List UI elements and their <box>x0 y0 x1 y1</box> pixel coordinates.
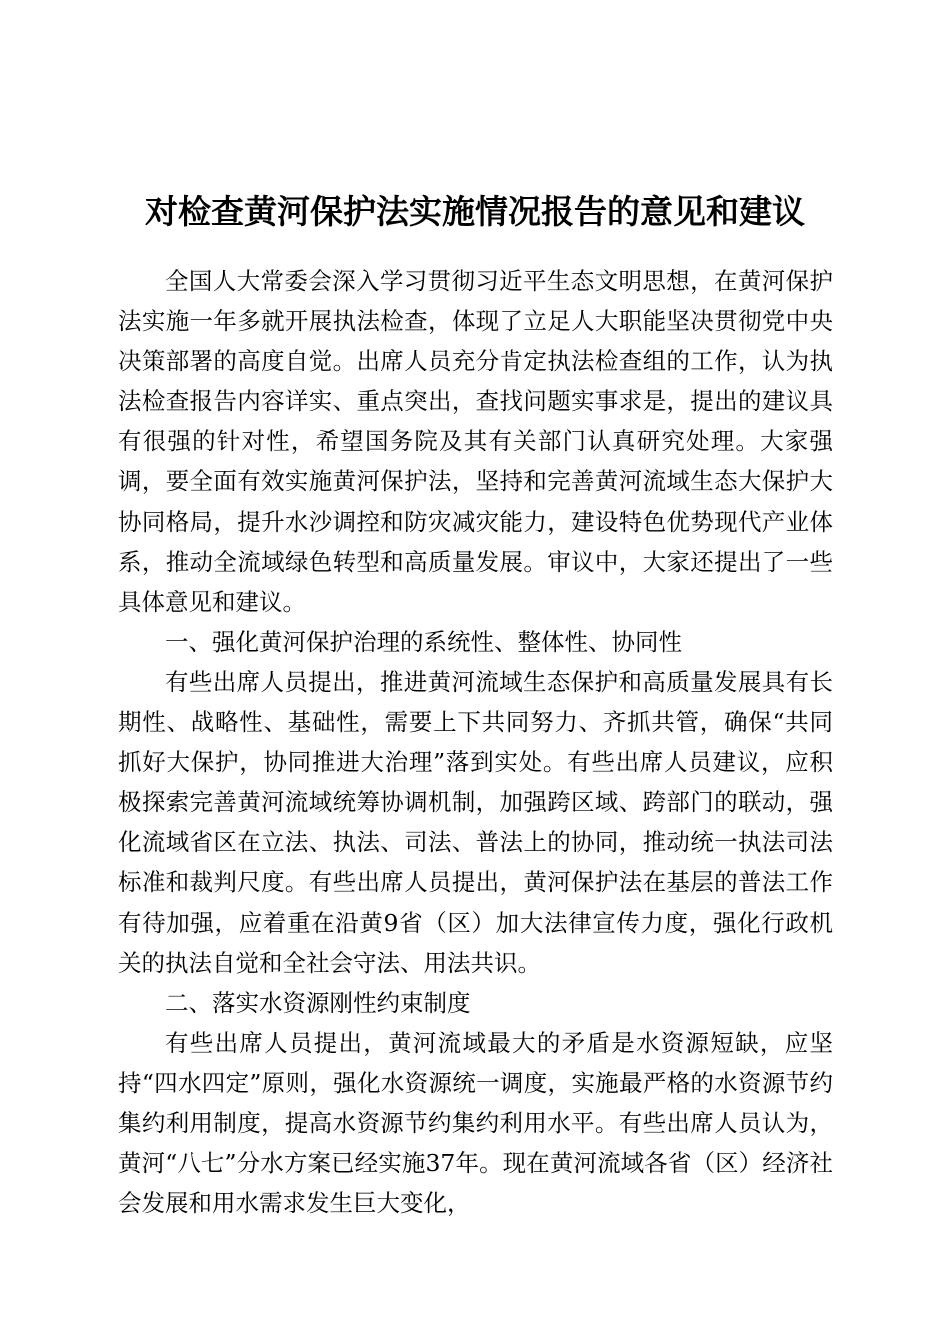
intro-paragraph: 全国人大常委会深入学习贯彻习近平生态文明思想，在黄河保护法实施一年多就开展执法检查，体现了立足人大职能坚决贯彻党中央决策部署的高度自觉。出席人员充分肯定执法检查组的工作，认为执法检查报告内容详实、重点突出，查找问题实事求是，提出的建议具有很强的针对性，希望国务院及其有关部门认真研究处理。大家强调，要全面有效实施黄河保护法，坚持和完善黄河流域生态大保护大协同格局，提升水沙调控和防灾减灾能力，建设特色优势现代产业体系，推动全流域绿色转型和高质量发展。审议中，大家还提出了一些具体意见和建议。 <box>118 267 833 616</box>
document-title: 对检查黄河保护法实施情况报告的意见和建议 <box>145 192 805 231</box>
document-body <box>118 261 833 1223</box>
section-1-paragraph: 有些出席人员提出，推进黄河流域生态保护和高质量发展具有长期性、战略性、基础性，需要上下共同努力、齐抓共管，确保“共同抓好大保护，协同推进大治理”落到实处。有些出席人员建议，应积极探索完善黄河流域统筹协调机制，加强跨区域、跨部门的联动，强化流域省区在立法、执法、司法、普法上的协同，推动统一执法司法标准和裁判尺度。有些出席人员提出，黄河保护法在基层的普法工作有待加强，应着重在沿黄9省（区）加大法律宣传力度，强化行政机关的执法自觉和全社会守法、用法共识。 <box>118 667 833 977</box>
section-heading-1: 一、强化黄河保护治理的系统性、整体性、协同性 <box>165 627 682 656</box>
section-2-paragraph: 有些出席人员提出，黄河流域最大的矛盾是水资源短缺，应坚持“四水四定”原则，强化水资源统一调度，实施最严格的水资源节约集约利用制度，提高水资源节约集约利用水平。有些出席人员认为，黄河“八七”分水方案已经实施37年。现在黄河流域各省（区）经济社会发展和用水需求发生巨大变化， <box>118 1028 833 1218</box>
section-heading-2: 二、落实水资源刚性约束制度 <box>165 988 471 1017</box>
